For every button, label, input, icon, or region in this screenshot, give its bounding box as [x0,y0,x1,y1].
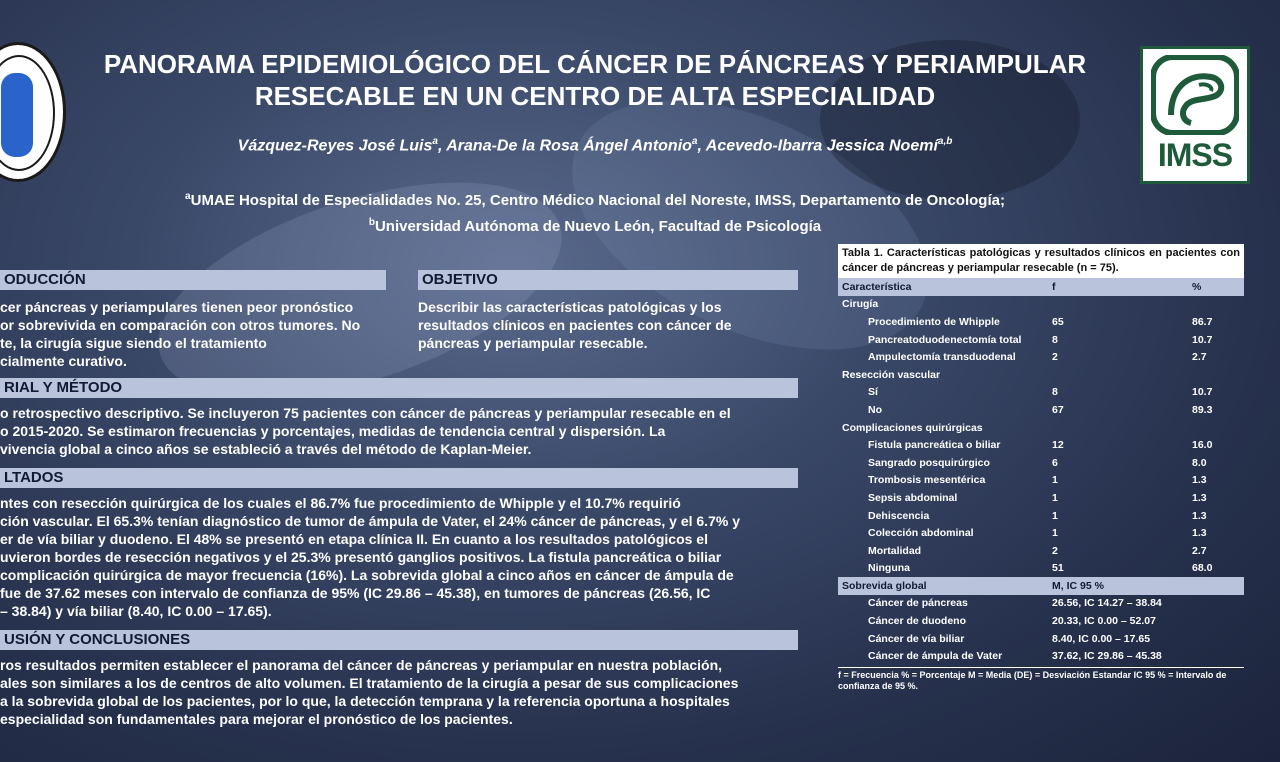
text-line: vivencia global a cinco años se estableció a través del método de Kaplan-Meier. [0,441,532,457]
text-line: fue de 37.62 meses con intervalo de confianza de 95% (IC 29.86 – 45.38), en tumores de páncreas (26.56, IC [0,585,711,601]
introduccion-heading: ODUCCIÓN [0,270,386,290]
resultados-text [0,494,798,620]
row-label: Ninguna [868,562,910,575]
text-line: – 38.84) y vía biliar (8.40, IC 0.00 – 17.65). [0,603,272,619]
table-row [838,348,1244,366]
table-footnote: f = Frecuencia % = Porcentaje M = Media (DE) = Desviación Estandar IC 95 % = Intervalo de confianza de 95 %. [838,667,1244,692]
row-percent: 10.7 [1192,386,1213,399]
row-percent: 1.3 [1192,491,1207,504]
author-sup: a,b [937,136,953,147]
row-percent: 68.0 [1192,562,1213,575]
row-frequency: 1 [1052,474,1058,487]
text-line: ros resultados permiten establecer el panorama del cáncer de páncreas y periampular en nuestra población, [0,657,723,673]
table-row [838,560,1244,578]
row-label: Complicaciones quirúrgicas [842,421,983,434]
table-row [838,384,1244,402]
row-label: Mortalidad [868,544,922,557]
row-label: Procedimiento de Whipple [868,315,1000,328]
row-percent: 8.0 [1192,456,1207,469]
row-percent [1188,419,1244,437]
table-row [838,331,1244,349]
table-group-row [838,296,1244,314]
row-frequency: 65 [1052,315,1064,328]
text-line: cialmente curativo. [0,353,127,369]
material-heading: RIAL Y MÉTODO [0,378,798,398]
row-percent: 1.3 [1192,527,1207,540]
text-line: ntes con resección quirúrgica de los cuales el 86.7% fue procedimiento de Whipple y el 10.7% requirió [0,495,681,511]
row-percent: 86.7 [1192,315,1213,328]
row-label: Sepsis abdominal [868,491,958,504]
row-value: 26.56, IC 14.27 – 38.84 [1052,597,1162,610]
affiliation: Universidad Autónoma de Nuevo León, Facultad de Psicología [374,218,822,235]
text-line: complicación quirúrgica de mayor frecuencia (16%). La sobrevida global a cinco años en cáncer de ámpula de [0,567,734,583]
resultados-heading: LTADOS [0,468,798,488]
row-frequency: 1 [1052,491,1058,504]
human-figure-icon [1,73,33,157]
header-cell: Sobrevida global [838,577,1048,595]
row-percent: 89.3 [1192,403,1213,416]
header-cell: % [1188,278,1244,296]
text-line: especialidad son fundamentales para mejorar el pronóstico de los pacientes. [0,711,513,727]
title-line-2: RESECABLE EN UN CENTRO DE ALTA ESPECIALIDAD [254,81,936,111]
affil-sup: a [185,191,191,202]
row-label: Cáncer de duodeno [868,615,967,628]
row-frequency: 67 [1052,403,1064,416]
affiliations [60,186,1130,238]
table-row [838,489,1244,507]
row-frequency: 1 [1052,527,1058,540]
row-frequency: 8 [1052,333,1058,346]
table-row [838,454,1244,472]
introduccion-text [0,298,386,370]
row-value: 8.40, IC 0.00 – 17.65 [1052,632,1151,645]
row-label: Cáncer de ámpula de Vater [868,650,1003,663]
row-label: Cáncer de vía biliar [868,632,965,645]
header-cell: Característica [838,278,1048,296]
author-sup: a [432,136,438,147]
row-frequency: 12 [1052,439,1064,452]
author-name: Arana-De la Rosa Ángel Antonio [446,137,692,155]
row-percent [1188,366,1244,384]
row-percent: 2.7 [1192,351,1207,364]
survival-header-row [838,577,1244,595]
affiliation: UMAE Hospital de Especialidades No. 25, Centro Médico Nacional del Noreste, IMSS, Departamento de Oncología; [190,192,1005,209]
row-frequency: 51 [1052,562,1064,575]
authors-line: Vázquez-Reyes José Luis$^a$, Arana-De la Rosa Ángel Antonio$^a$, Acevedo-Ibarra Jessica Noemí$^{a,b}$ [237,136,953,155]
row-percent: 10.7 [1192,333,1213,346]
table-row [838,472,1244,490]
row-label: Sí [868,386,878,399]
objetivo-heading: OBJETIVO [418,270,798,290]
survival-row [838,647,1244,665]
text-line: ales son similares a los de centros de alto volumen. El tratamiento de la cirugía a pesar de sus complicaciones [0,675,739,691]
row-label: Pancreatoduodenectomía total [868,333,1022,346]
table-group-row [838,419,1244,437]
row-frequency: 1 [1052,509,1058,522]
row-label: No [868,403,882,416]
conclusiones-heading: USIÓN Y CONCLUSIONES [0,630,798,650]
table-row [838,542,1244,560]
material-text [0,404,798,458]
text-line: resultados clínicos en pacientes con cáncer de [418,317,732,333]
eagle-emblem-icon [1151,55,1239,135]
results-table [838,278,1244,665]
row-percent [1188,296,1244,314]
row-value: 20.33, IC 0.00 – 52.07 [1052,615,1156,628]
affil-sup: b [368,217,375,228]
row-label: Sangrado posquirúrgico [868,456,990,469]
table-header-row [838,278,1244,296]
row-frequency [1048,366,1188,384]
row-label: Dehiscencia [868,509,930,522]
header-cell: M, IC 95 % [1048,577,1244,595]
table-row [838,313,1244,331]
row-frequency [1048,419,1188,437]
table-row [838,436,1244,454]
row-percent: 1.3 [1192,509,1207,522]
survival-row [838,595,1244,613]
imss-wordmark: IMSS [1157,137,1233,173]
text-line: uvieron bordes de resección negativos y el 25.3% presentó ganglios positivos. La fistula pancreática o biliar [0,549,722,565]
table-caption: Tabla 1. Características patológicas y resultados clínicos en pacientes con cáncer de páncreas y periampular resecable (n = 75). [838,244,1244,278]
row-frequency [1048,296,1188,314]
row-frequency: 8 [1052,386,1058,399]
results-table-box [838,244,1244,692]
text-line: a la sobrevida global de los pacientes, por lo que, la detección temprana y la referencia oportuna a hospitales [0,693,730,709]
conclusiones-text [0,656,798,728]
author-sup: a [691,136,698,147]
row-label: Ampulectomía transduodenal [868,351,1016,364]
survival-row [838,630,1244,648]
row-frequency: 6 [1052,456,1058,469]
survival-row [838,612,1244,630]
table-row [838,507,1244,525]
text-line: ción vascular. El 65.3% tenían diagnóstico de tumor de ámpula de Vater, el 24% cáncer de páncreas, y el 6.7% y [0,513,740,529]
text-line: cer páncreas y periampulares tienen peor pronóstico [0,299,354,315]
text-line: er de vía biliar y duodeno. El 48% se presentó en etapa clínica II. En cuanto a los resultados patológicos el [0,531,708,547]
row-value: 37.62, IC 29.86 – 45.38 [1052,650,1162,663]
text-line: páncreas y periampular resecable. [418,335,648,351]
row-frequency: 2 [1052,351,1058,364]
author-name: Vázquez-Reyes José Luis [237,137,433,155]
table-row [838,401,1244,419]
row-label: Trombosis mesentérica [868,474,986,487]
row-label: Colección abdominal [868,527,974,540]
author-name: Acevedo-Ibarra Jessica Noemí [705,137,938,155]
row-percent: 16.0 [1192,439,1213,452]
row-frequency: 2 [1052,544,1058,557]
title-line-1: PANORAMA EPIDEMIOLÓGICO DEL CÁNCER DE PÁNCREAS Y PERIAMPULAR [103,49,1087,79]
text-line: te, la cirugía sigue siendo el tratamiento [0,335,267,351]
poster-title [60,48,1130,112]
text-line: o retrospectivo descriptivo. Se incluyeron 75 pacientes con cáncer de páncreas y periampular resecable en el [0,405,731,421]
row-percent: 2.7 [1192,544,1207,557]
text-line: or sobrevivida en comparación con otros tumores. No [0,317,361,333]
text-line: o 2015-2020. Se estimaron frecuencias y porcentajes, medidas de tendencia central y dispersión. La [0,423,666,439]
imss-logo [1140,46,1250,184]
row-label: Cáncer de páncreas [868,597,968,610]
text-line: Describir las características patológicas y los [418,299,722,315]
row-label: Cirugía [842,298,879,311]
oncology-logo [0,42,66,182]
table-row [838,524,1244,542]
row-percent: 1.3 [1192,474,1207,487]
row-label: Fistula pancreática o biliar [868,439,1001,452]
table-group-row [838,366,1244,384]
row-label: Resección vascular [842,368,941,381]
header-cell: f [1048,278,1188,296]
objetivo-text [418,298,798,352]
